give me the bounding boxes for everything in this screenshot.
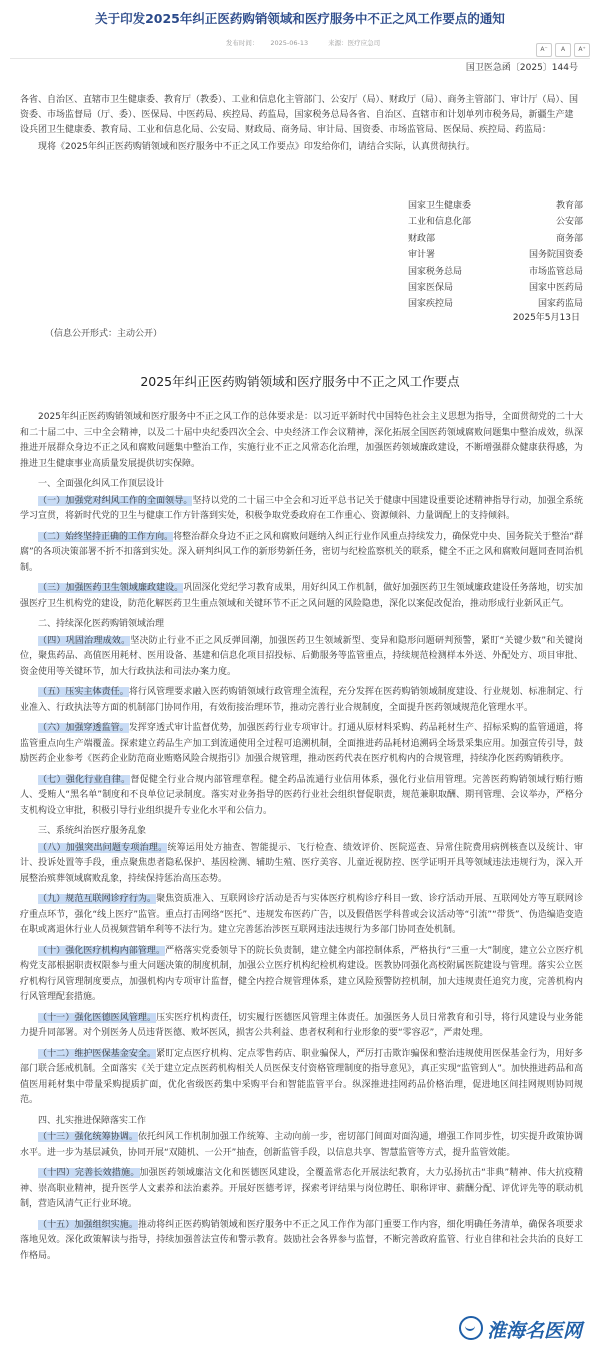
issue-date: 2025年5月13日	[512, 313, 580, 323]
item-paragraph	[20, 773, 583, 820]
issuer: 国家药监局	[537, 299, 583, 310]
item-text: 推动将纠正医药购销领域和医疗服务中不正之风工作作为部门重要工作内容，细化明确任务清单，确保各项要求落地见效。深化政策解读与指导，持续加强普法宣传和警示教育。鼓励社会各界参与监督，不断完善政府监管、行业自律和社会共治的良好工作格局。	[20, 1219, 583, 1261]
item-text: 坚决防止行业不正之风反弹回潮，加强医药卫生领域新型、变异和隐形问题研判预警，紧盯“关键少数”和关键岗位，聚焦药品、高值医用耗材、医用设备、基建和信息化项目招投标、后勤服务等监管重点，持续规范检测样本外送、外配处方、项目审批、资金使用等关键环节，加大行政执法和司法办案力度。	[20, 635, 583, 677]
issuer: 国家中医药局	[528, 283, 583, 294]
font-increase-button[interactable]: A⁺	[574, 43, 590, 57]
doc-number: 国卫医急函〔2025〕144号	[465, 63, 578, 73]
item-text: 严格落实党委领导下的院长负责制，建立健全内部控制体系，严格执行“三重一大”制度，建立公立医疗机构党支部根据职责权限参与重大问题决策的制度机制，加强公立医疗机构纪检机构建设。医教协同强化高校附属医院建设与管理。落实公立医疗机构行风管理制度要点，加强机构内专项审计监督，健全内控合规管理体系，建立风险预警防控机制，加大违规责任追究力度，完善机构内行风管理配套措施。	[20, 945, 583, 1002]
item-paragraph	[20, 1130, 583, 1161]
item-heading: （十四）完善长效措施。	[38, 1168, 140, 1178]
item-text: 督促健全行业合规内部管理章程。健全药品流通行业信用体系，强化行业信用管理。完善医药购销领域行贿行贿人、受贿人“黑名单”制度和不良单位记录制度。落实对业务指导的医药行业社会组织督促职责，规范兼职取酬、期刊管理、会议举办，严格分支机构设立审批，积极引导行业组织提升专业化水平和公信力。	[20, 774, 583, 816]
logo-icon	[459, 1316, 483, 1340]
issuer-row	[408, 247, 583, 263]
published-date: 2025-06-13	[270, 39, 309, 47]
issuer: 审计署	[408, 250, 436, 261]
issuer: 国务院国资委	[528, 250, 583, 261]
item-paragraph	[20, 1047, 583, 1109]
issuer: 工业和信息化部	[408, 217, 472, 228]
publish-meta	[10, 38, 590, 47]
item-paragraph	[20, 1011, 583, 1042]
item-text: 统筹运用处方抽查、智能提示、飞行检查、绩效评价、医院巡查、异常住院费用病例核查以及统计、审计、投诉处置等手段，重点聚焦患者隐私保护、基因检测、辅助生殖、医疗美容、儿童近视防控、医学证明开具等领域违法违规行为，深入开展整治殡葬领域腐败乱象，持续保持惩治高压态势。	[20, 842, 583, 884]
item-heading: （十五）加强组织实施。	[38, 1219, 138, 1230]
item-paragraph	[20, 634, 583, 681]
issuer: 商务部	[555, 233, 583, 244]
issuer: 教育部	[555, 201, 583, 211]
issuer: 市场监管总局	[528, 266, 583, 277]
item-paragraph	[20, 944, 583, 1006]
notice-text: 现将《2025年纠正医药购销领域和医疗服务中不正之风工作要点》印发给你们，请结合实际，认真贯彻执行。	[38, 142, 475, 152]
recipients: 各省、自治区、直辖市卫生健康委、教育厅（教委）、工业和信息化主管部门、公安厅（局）、财政厅（局）、商务主管部门、审计厅（局）、国资委、市场监督局（厅、委）、医保局、中医药局、疾控局、药监局，国家税务总局各省、自治区、直辖市和计划单列市税务局，新疆生产建设兵团卫生健康委、教育局、工业和信息化局、公安局、财政局、商务局、审计局、国资委、市场监管局、医保局、疾控局、药监局：	[20, 95, 579, 135]
item-paragraph	[20, 892, 583, 939]
item-text: 将行风管理要求融入医药购销领域行政管理全流程，充分发挥在医药购销领域制度建设、行业规划、标准制定、行业准入、行政执法等方面的机制部门协同作用，有效衔接治理环节，推动完善行业合规制度，全面提升医药领域规范化管理水平。	[20, 687, 583, 713]
page-title: 关于印发2025年纠正医药购销领域和医疗服务中不正之风工作要点的通知	[95, 11, 505, 26]
item-paragraph	[20, 841, 583, 888]
item-paragraph	[20, 581, 583, 612]
item-text: 依托纠风工作机制加强工作统筹、主动向前一步，密切部门间面对面沟通，增强工作同步性，切实提升政策协调水平。进一步为基层减负，协同开展“双随机、一公开”抽查，创新监管手段，以信息共享、智慧监管等方式，提升监管效能。	[20, 1132, 583, 1158]
item-heading: （五）压实主体责任。	[38, 687, 129, 697]
item-heading: （十）强化医疗机构内部管理。	[38, 945, 166, 956]
item-paragraph	[20, 685, 583, 716]
item-heading: （七）强化行业自律。	[38, 774, 131, 785]
font-decrease-button[interactable]: A⁻	[536, 43, 552, 57]
page-header	[0, 0, 600, 32]
font-size-controls	[533, 36, 590, 57]
item-text: 坚持以党的二十届三中全会和习近平总书记关于健康中国建设重要论述精神指导行动，加强全系统学习宣贯，将新时代党的卫生与健康工作方针落到实处，积极争取党委政府在工作重心、资源倾斜、力量调配上的支持倾斜。	[20, 495, 583, 521]
item-heading: （十二）维护医保基金安全。	[38, 1048, 157, 1059]
item-paragraph	[20, 530, 583, 577]
item-paragraph	[20, 1218, 583, 1265]
font-reset-button[interactable]: A	[555, 43, 571, 57]
section-heading: 四、扎实推进保障落实工作	[38, 1115, 147, 1126]
issuer: 国家疾控局	[408, 299, 454, 310]
disclosure-form: （信息公开形式：主动公开）	[45, 329, 163, 339]
item-heading: （二）始终坚持正确的工作方向。	[38, 531, 174, 542]
issuer: 财政部	[408, 233, 436, 244]
document-title: 2025年纠正医药购销领域和医疗服务中不正之风工作要点	[140, 374, 460, 389]
source-label: 来源：医疗应急司	[328, 39, 381, 47]
item-text: 巩固深化党纪学习教育成果，用好纠风工作机制，做好加强医药卫生领域廉政建设任务落地，切实加强医疗卫生机构党的建设，防范化解医药卫生重点领域和关键环节不正之风问题的风险隐患，深化以案促改促治，推动形成行业新风正气。	[20, 583, 583, 609]
item-heading: （八）加强突出问题专项治理。	[38, 842, 168, 853]
item-heading: （十三）强化统筹协调。	[38, 1132, 138, 1142]
issuer-row	[408, 214, 583, 230]
section-heading: 三、系统纠治医疗服务乱象	[38, 826, 147, 836]
published-label: 发布时间：	[225, 39, 259, 47]
section-heading: 一、全面强化纠风工作顶层设计	[38, 479, 165, 489]
issuer-row	[408, 264, 583, 280]
item-paragraph	[20, 494, 583, 525]
meta-row	[10, 32, 590, 59]
issuer: 公安部	[555, 217, 583, 228]
issuer-list	[408, 198, 583, 313]
item-paragraph	[20, 721, 583, 768]
item-heading: （十一）强化医德医风管理。	[38, 1012, 157, 1023]
site-watermark	[459, 1316, 582, 1343]
document-body	[20, 410, 583, 1269]
item-heading: （四）巩固治理成效。	[38, 635, 131, 646]
item-text: 加强医药领域廉洁文化和医德医风建设，全覆盖常态化开展法纪教育，大力弘扬抗击“非典”精神、伟大抗疫精神、崇高职业精神，提升医学人文素养和法治素养。开展好医德考评，探索考评结果与岗位聘任、职称评审、薪酬分配、评优评先等的联动机制，营造风清气正行业环境。	[20, 1168, 583, 1209]
item-heading: （三）加强医药卫生领域廉政建设。	[38, 583, 184, 593]
intro-paragraph: 2025年纠正医药购销领域和医疗服务中不正之风工作的总体要求是：以习近平新时代中国特色社会主义思想为指导，全面贯彻党的二十大和二十届二中、三中全会精神，以及二十届中央纪委四次全会、中央经济工作会议精神，深化拓展全国医药领域腐败问题集中整治成效，纵深推进开展群众身边不正之风和腐败问题集中整治工作，实施行业不正之风常态化治理，加强医药领域廉政建设，不断增强群众健康获得感，为推进卫生健康事业高质量发展提供切实保障。	[20, 412, 583, 469]
item-text: 紧盯定点医疗机构、定点零售药店、职业骗保人，严厉打击欺诈骗保和整治违规使用医保基金行为，用好多部门联合惩戒机制。全面落实《关于建立定点医药机构相关人员医保支付资格管理制度的指导意见》，真正实现“监管到人”。加快推进药品和高值医用耗材集中带量采购提质扩面，优化省级医药集中采购平台和智能监管平台。纵深推进挂网药品价格治理，促进地区间挂网规则协同规范。	[20, 1048, 583, 1105]
item-heading: （九）规范互联网诊疗行为。	[38, 894, 157, 904]
item-text: 聚焦资质准入、互联网诊疗活动是否与实体医疗机构诊疗科目一致、诊疗活动开展、互联网处方等互联网诊疗重点环节，强化“线上医疗”监管。重点打击网络“医托”、违规发布医药广告，以及假借医学科普或会议活动等“引流”“带货”、伪造编造变造在职或离退休行业人员视频营销牟利等不法行为。建立完善惩治涉医互联网违法违规行为多部门协同查处机制。	[20, 894, 583, 935]
issuer: 国家卫生健康委	[408, 201, 472, 211]
section-heading: 二、持续深化医药购销领域治理	[38, 619, 165, 629]
item-heading: （一）加强党对纠风工作的全面领导。	[38, 495, 193, 506]
item-paragraph	[20, 1166, 583, 1213]
item-text: 发挥穿透式审计监督优势，加强医药行业专项审计。打通从原材料采购、药品耗材生产、招标采购的监管通道，将监管重点向生产端覆盖。探索建立药品生产加工到流通使用全过程可追溯机制，全面推进药品耗材追溯码全场景采集应用。加强宣传引导，鼓励医药企业参考《医药企业防范商业贿赂风险合规指引》加强合规管理，推动医药代表在医疗机构内的合规管理，持续净化医药购销秩序。	[20, 723, 583, 764]
watermark-text: 淮海名医网	[486, 1320, 582, 1342]
issuer-row	[408, 198, 583, 214]
issuer: 国家医保局	[408, 283, 454, 294]
issuer-row	[408, 280, 583, 296]
item-text: 压实医疗机构责任，切实履行医德医风管理主体责任。加强医务人员日常教育和引导，将行风建设与业务能力提升同部署。对个别医务人员违背医德、败坏医风，损害公共利益、患者权利和行业形象的要“零容忍”，严肃处理。	[20, 1012, 583, 1038]
item-heading: （六）加强穿透监管。	[38, 723, 129, 733]
item-text: 将整治群众身边不正之风和腐败问题纳入纠正行业作风重点持续发力，确保党中央、国务院关于整治“群腐”的各项决策部署不折不扣落到实处。深入研判纠风工作的新形势新任务，密切与纪检监察机关的联系，健全不正之风和腐败问题同查同治机制。	[20, 531, 583, 573]
issuer: 国家税务总局	[408, 266, 463, 277]
issuer-row	[408, 231, 583, 247]
